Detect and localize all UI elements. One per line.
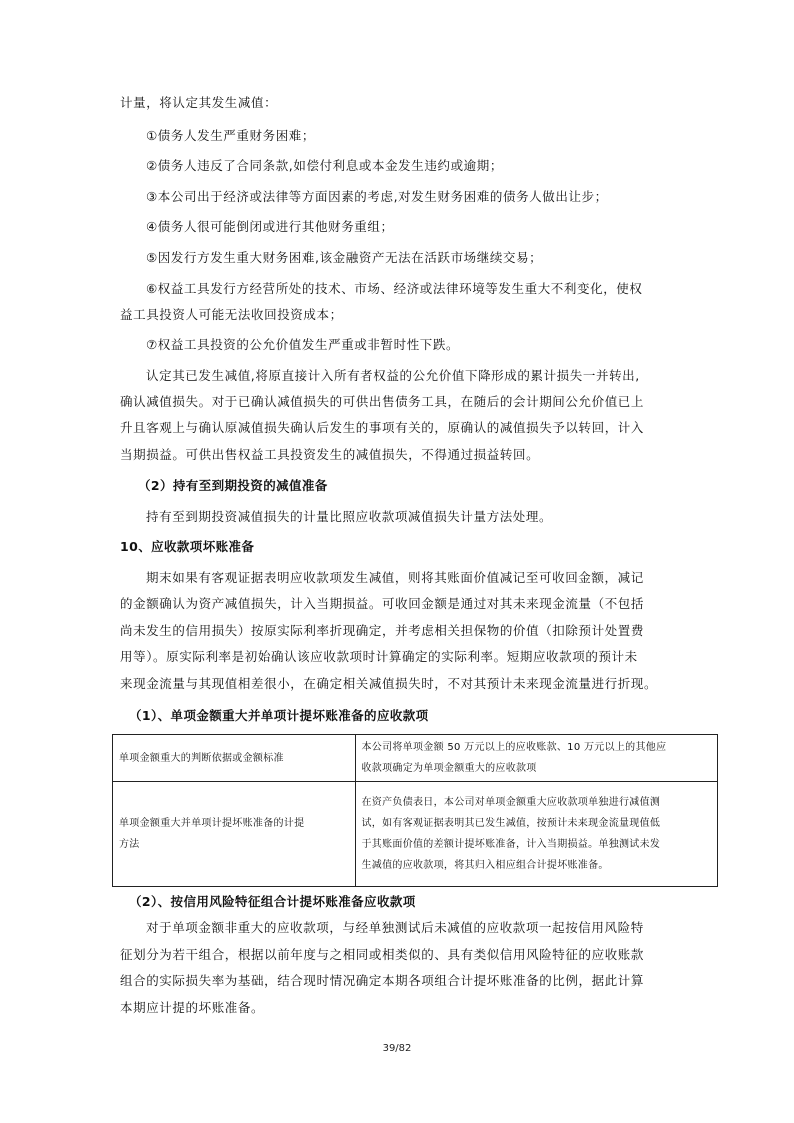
cell-text: 收款项确定为单项金额重大的应收款项 bbox=[361, 763, 537, 774]
paragraph-line: 期末如果有客观证据表明应收款项发生减值，则将其账面价值减记至可收回金额，减记 bbox=[146, 570, 644, 585]
paragraph-line: 当期损益。可供出售权益工具投资发生的减值损失，不得通过损益转回。 bbox=[120, 447, 540, 462]
paragraph-line: 认定其已发生减值,将原直接计入所有者权益的公允价值下降形成的累计损失一并转出, bbox=[146, 368, 640, 383]
list-item: ③本公司出于经济或法律等方面因素的考虑,对发生财务困难的债务人做出让步； bbox=[146, 189, 608, 204]
text-line: 计量，将认定其发生减值： bbox=[120, 95, 278, 110]
list-item: ①债务人发生严重财务困难； bbox=[146, 128, 316, 143]
paragraph-line: 升且客观上与确认原减值损失确认后发生的事项有关的，原确认的减值损失予以转回，计入 bbox=[120, 420, 645, 435]
paragraph-line: 来现金流量与其现值相差很小，在确定相关减值损失时，不对其预计未来现金流量进行折现。 bbox=[120, 676, 658, 691]
paragraph-line: 确认减值损失。对于已确认减值损失的可供出售债务工具，在随后的会计期间公允价值已上 bbox=[120, 394, 645, 409]
paragraph-line: 的金额确认为资产减值损失，计入当期损益。可收回金额是通过对其未来现金流量（不包括 bbox=[120, 596, 645, 611]
section-heading: 10、应收款项坏账准备 bbox=[120, 539, 255, 554]
list-item: ②债务人违反了合同条款,如偿付利息或本金发生违约或逾期； bbox=[146, 158, 503, 173]
cell-text: 方法 bbox=[119, 839, 140, 850]
cell-text: 于其账面价值的差额计提坏账准备，计入当期损益。单独测试未发 bbox=[361, 839, 661, 850]
paragraph-line: 持有至到期投资减值损失的计量比照应收款项减值损失计量方法处理。 bbox=[146, 509, 553, 524]
cell-text: 单项金额重大并单项计提坏账准备的计提 bbox=[119, 818, 305, 829]
subsection-heading: （1）、单项金额重大并单项计提坏账准备的应收款项 bbox=[129, 708, 429, 723]
table-cell bbox=[113, 735, 356, 782]
cell-text: 本公司将单项金额 50 万元以上的应收账款、10 万元以上的其他应 bbox=[361, 742, 667, 753]
list-item: ⑦权益工具投资的公允价值发生严重或非暂时性下跌。 bbox=[146, 337, 460, 352]
table-row bbox=[113, 735, 718, 782]
list-item-continued: 益工具投资人可能无法收回投资成本； bbox=[120, 307, 343, 322]
table-row bbox=[113, 782, 718, 887]
cell-text: 生减值的应收款项，将其归入相应组合计提坏账准备。 bbox=[361, 860, 609, 871]
list-item: ⑥权益工具发行方经营所处的技术、市场、经济或法律环境等发生重大不利变化，使权 bbox=[146, 281, 643, 296]
paragraph-line: 征划分为若干组合，根据以前年度与之相同或相类似的、具有类似信用风险特征的应收账款 bbox=[120, 947, 645, 962]
paragraph-line: 对于单项金额非重大的应收款项，与经单独测试后未减值的应收款项一起按信用风险特 bbox=[146, 920, 644, 935]
section-heading: （2）持有至到期投资的减值准备 bbox=[138, 478, 328, 493]
cell-text: 试，如有客观证据表明其已发生减值，按预计未来现金流量现值低 bbox=[361, 818, 661, 829]
cell-text: 单项金额重大的判断依据或金额标准 bbox=[119, 752, 284, 764]
bad-debt-table bbox=[112, 734, 718, 887]
paragraph-line: 尚未发生的信用损失）按原实际利率折现确定，并考虑相关担保物的价值（扣除预计处置费 bbox=[120, 623, 645, 638]
list-item: ④债务人很可能倒闭或进行其他财务重组； bbox=[146, 219, 394, 234]
list-item: ⑤因发行方发生重大财务困难,该金融资产无法在活跃市场继续交易； bbox=[146, 250, 543, 265]
paragraph-line: 本期应计提的坏账准备。 bbox=[120, 1000, 265, 1015]
paragraph-line: 用等）。原实际利率是初始确认该应收款项时计算确定的实际利率。短期应收款项的预计未 bbox=[120, 649, 638, 664]
subsection-heading: （2）、按信用风险特征组合计提坏账准备应收款项 bbox=[129, 894, 416, 909]
cell-text: 在资产负债表日，本公司对单项金额重大应收款项单独进行减值测 bbox=[361, 797, 661, 808]
table-cell bbox=[355, 782, 718, 887]
page-number: 39/82 bbox=[382, 1043, 412, 1054]
table-cell bbox=[113, 782, 356, 887]
table-cell bbox=[355, 735, 718, 782]
paragraph-line: 组合的实际损失率为基础，结合现时情况确定本期各项组合计提坏账准备的比例，据此计算 bbox=[120, 973, 645, 988]
